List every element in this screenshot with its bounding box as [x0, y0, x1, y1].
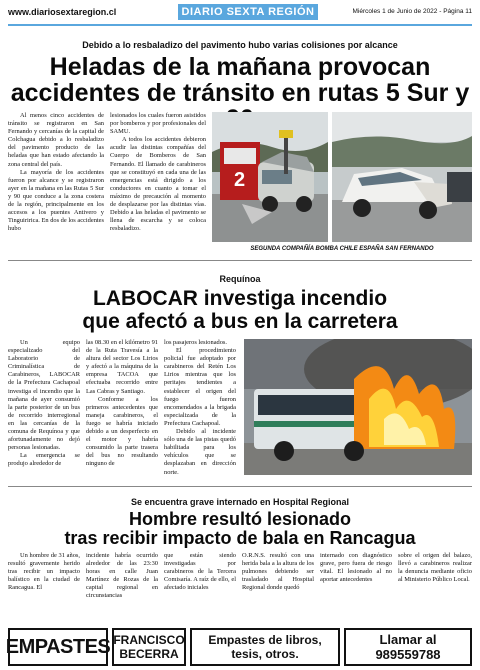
article3-column-6 [398, 552, 472, 584]
article3-kicker: Se encuentra grave internado en Hospital Regional [130, 497, 350, 507]
article3-paragraph: O.R.N.S. resultó con una herida bala a la altura de los pulmones debiendo ser trasladado al Hospital Regional donde quedó [242, 552, 314, 592]
article2-paragraph: Debido al incidente sólo una de las pistas quedó habilitada para los vehículos que se desplazaban en dirección norte. [164, 428, 236, 476]
date-page: Miércoles 1 de Junio de 2022 - Página 11 [352, 8, 472, 15]
ad-offer-line1: Empastes de libros, [208, 633, 322, 647]
article3-paragraph: Un hombre de 31 años, resultó gravemente herido tras recibir un impacto balístico en la ciudad de Rancagua. El [8, 552, 80, 592]
article3-paragraph: internado con diagnóstico grave, pero fuera de riesgo vital. El lesionado al no aportar antecedentes [320, 552, 392, 584]
article2-column-2 [86, 339, 158, 469]
article3-paragraph: incidente habría ocurrido alrededor de las 23:30 horas en calle Juan Martínez de Rozas de la capital regional en circunstancias [86, 552, 158, 600]
article2-paragraph: Un equipo especializado del Laboratorio de Criminalística de Carabineros, LABOCAR de la Prefectura Cachapoal investiga el incendio que la mañana de ayer consumió la parte posterior de un bus de recorrido interregional en las cercanías de la comuna de Requínoa y que afortunadamente no dejó personas lesionadas. [8, 339, 80, 452]
article1-kicker: Debido a lo resbaladizo del pavimento hubo varias colisiones por alcance [82, 40, 398, 50]
article1-paragraph: A todos los accidentes debieron acudir las distintas compañías del Cuerpo de Bomberos de San Fernando. El llamado de carabineros que se constituyó en cada una de las emergencias está dirigido a los conductores en cuanto a tomar el máximo de precaución al momento de desplazarse por las distintas vías. Debido a las heladas el pavimento se llena de escarcha y se coloca resbaladizo. [110, 136, 206, 233]
ad-name [112, 628, 186, 666]
paper-name: DIARIO SEXTA REGIÓN [178, 4, 318, 20]
article1-paragraph: Al menos cinco accidentes de tránsito se registraron en San Fernando y cercanías de la capital de Colchagua debido a lo resbaladizo del pavimento producto de las heladas que han estado afectando la zona central del país. [8, 112, 104, 168]
article1-photo-firetruck [212, 112, 328, 242]
firetruck-crash-illustration [212, 112, 328, 242]
ad-offer [190, 628, 340, 666]
article1-column-2 [110, 112, 206, 233]
article3-column-2 [86, 552, 158, 601]
article2-kicker: Requínoa [219, 274, 261, 284]
article3-headline [8, 510, 472, 548]
article2-paragraph: El procedimiento policial fue adoptado por carabineros del Retén Los Lirios mientras que los peritajes tendientes a establecer el origen del fuego fueron encomendados a la brigada especializada de la Prefectura Cachapoal. [164, 347, 236, 427]
ad-name-line1: FRANCISCO [113, 633, 185, 647]
article3-headline-line2: tras recibir impacto de bala en Rancagua [64, 528, 416, 548]
damaged-car-illustration [332, 112, 472, 242]
article2-column-3 [164, 339, 236, 477]
article1-photo-caption: SEGUNDA COMPAÑÍA BOMBA CHILE ESPAÑA SAN FERNANDO [250, 246, 434, 252]
ad-offer-line2: tesis, otros. [231, 647, 299, 661]
article3-paragraph: que están siendo investigadas por carabineros de la Tercera Comisaría. A raíz de ello, el afectado iniciales [164, 552, 236, 592]
article2-headline-line2: que afectó a bus en la carretera [82, 310, 398, 333]
svg-text:2: 2 [234, 169, 246, 191]
article1-paragraph: lesionados los cuales fueron asistidos por bomberos y por profesionales del SAMU. [110, 112, 206, 136]
article2-photo-bus-fire [244, 339, 472, 475]
article1-headline-line1: Heladas de la mañana provocan [49, 53, 431, 81]
article1-headline-line2: accidentes de tránsito en rutas 5 Sur y [10, 79, 470, 107]
article3-column-1 [8, 552, 80, 592]
article3-column-5 [320, 552, 392, 584]
article1-photo-damaged-car [332, 112, 472, 242]
article3-headline-line1: Hombre resultó lesionado [128, 509, 352, 529]
article2-paragraph: las 08.30 en el kilómetro 91 de la Ruta Travesía a la altura del sector Los Lirios y afectó a la máquina de la empresa TACOA que efectuaba recorrido entre Las Cabras y Santiago. [86, 339, 158, 395]
ad-brand: EMPASTES [8, 628, 108, 666]
ad-name-line2: BECERRA [119, 647, 179, 661]
article2-paragraph: Conforme a los primeros antecedentes que maneja carabineros, el fuego se habría iniciado debido a un desperfecto en el motor y habría consumido la parte trasera del bus no resultando ninguno de [86, 395, 158, 468]
bus-fire-illustration [244, 339, 472, 475]
article2-paragraph: los pasajeros lesionados. [164, 339, 228, 346]
article2-headline-line1: LABOCAR investiga incendio [92, 287, 388, 310]
ad-call-label: Llamar al [379, 632, 437, 647]
section-divider [8, 486, 472, 487]
ad-contact [344, 628, 472, 666]
article3-column-3 [164, 552, 236, 592]
article2-headline [8, 287, 472, 333]
masthead [8, 4, 472, 24]
article3-paragraph: sobre el origen del balazo, llevó a carabineros realizar la denuncia mediante oficio al Ministerio Público Local. [398, 552, 472, 584]
ad-phone[interactable]: 989559788 [375, 647, 441, 662]
article2-column-1 [8, 339, 80, 469]
header-divider [8, 24, 472, 26]
article3-column-4 [242, 552, 314, 592]
article2-paragraph: La emergencia se produjo alrededor de [8, 452, 80, 468]
advertisement [5, 628, 472, 666]
section-divider [8, 260, 472, 261]
article1-column-1 [8, 112, 104, 233]
website-link[interactable]: www.diariosextaregion.cl [8, 7, 117, 17]
article1-paragraph: La mayoría de los accidentes fueron por alcance y se registraron ayer en la mañana en las Rutas 5 Sur y 90 que conduce a la zona costera de la región, principalmente en los accesos a los puentes Antivero y Tinguiririca. En dos de los accidentes hubo [8, 168, 104, 233]
